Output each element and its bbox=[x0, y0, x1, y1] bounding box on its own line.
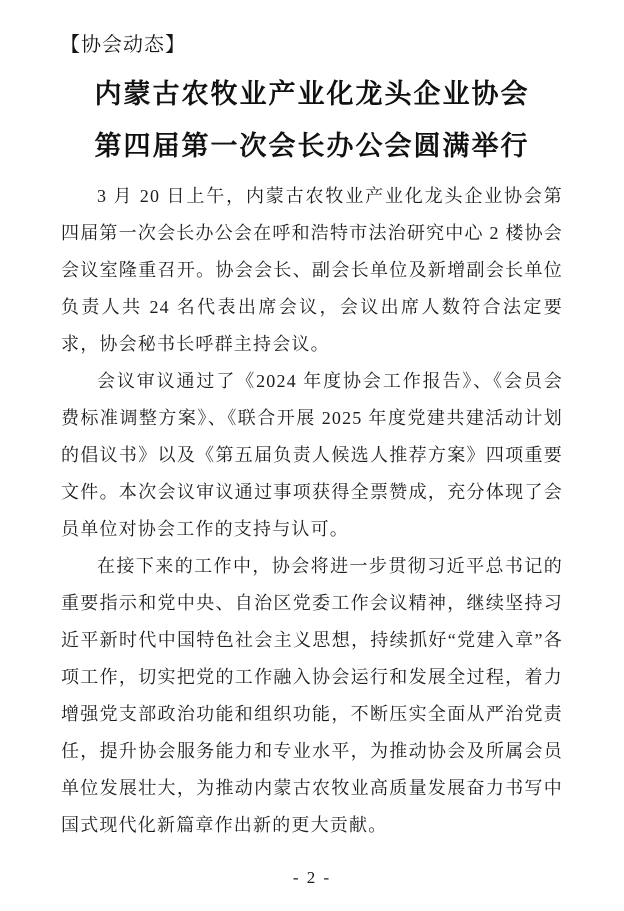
paragraph-meeting-opening: 3 月 20 日上午，内蒙古农牧业产业化龙头企业协会第四届第一次会长办公会在呼和浩特市法治研究中心 2 楼协会会议室隆重召开。协会会长、副会长单位及新增副会长单位负责人共 24 名代表出席会议，会议出席人数符合法定要求，协会秘书长呼群主持会议。 bbox=[61, 186, 563, 354]
section-tag: 【协会动态】 bbox=[60, 34, 186, 56]
document-title-line2: 第四届第一次会长办公会圆满举行 bbox=[94, 131, 530, 161]
paragraph-documents-approved: 会议审议通过了《2024 年度协会工作报告》、《会员会费标准调整方案》、《联合开展 2025 年度党建共建活动计划的倡议书》以及《第五届负责人候选人推荐方案》四项重要文件。本次会议审议通过事项获得全票赞成，充分体现了会员单位对协会工作的支持与认可。 bbox=[61, 371, 563, 539]
document-body bbox=[61, 178, 563, 844]
paragraph-future-work: 在接下来的工作中，协会将进一步贯彻习近平总书记的重要指示和党中央、自治区党委工作会议精神，继续坚持习近平新时代中国特色社会主义思想，持续抓好“党建入章”各项工作，切实把党的工作融入协会运行和发展全过程，着力增强党支部政治功能和组织功能，不断压实全面从严治党责任，提升协会服务能力和专业水平，为推动协会及所属会员单位发展壮大，为推动内蒙古农牧业高质量发展奋力书写中国式现代化新篇章作出新的更大贡献。 bbox=[61, 556, 563, 835]
page-number: - 2 - bbox=[292, 868, 332, 887]
document-title-line1: 内蒙古农牧业产业化龙头企业协会 bbox=[94, 79, 530, 109]
